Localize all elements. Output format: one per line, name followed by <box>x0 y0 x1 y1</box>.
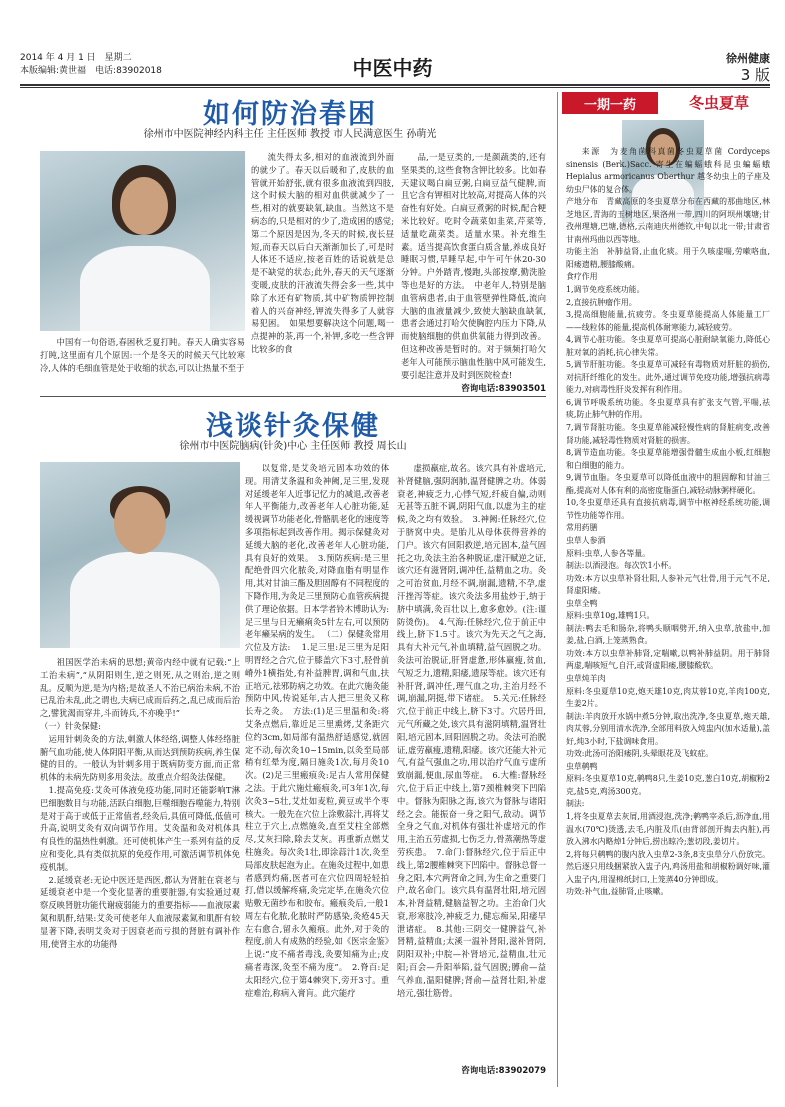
article2-byline: 徐州市中医院脑病(针灸)中心 主任医师 教授 周长山 <box>179 441 407 452</box>
article2-col3-text: 虚损羸症,故名。该穴具有补虚培元,补肾健脑,强阴润肺,温肾健脾之功。体弱衰老,神疲乏力,心悸气短,纤疲自偏,动则无甚等五脏不调,阴阳气血,以虚为主的症候,灸之均有效验。 3.神阙:任脉经穴,位于脐窝中央。是胎儿从母体获得营养的门户。该穴有回阳救逆,培元固本,益气固托之功,灸法主治各种脱证,虚汗赋逆之证,该穴还有滋肾阴,调冲任,益精血之功。灸之可治贫血,月经不调,崩漏,遗精,不孕,虚汗挫泻等症。该穴灸法多用盐炒于,纳于脐中填满,灸百壮以上,愈多愈妙。(注:谨防烫伤)。 4.气海:任脉经穴,位于前正中线上,脐下1.5寸。该穴为先天之气之海,具有大补元气,补血填精,益气固脱之功。灸法可治脱证,肝肾虚惫,形体羸瘦,贫血,气短乏力,遗精,阳痿,遗尿等症。该穴还有补肝肾,调冲任,理气血之功,主治月经不调,崩漏,阴挺,带下诸症。 5.关元:任脉经穴,位于前正中线上,脐下3寸。穴居丹田,元气所藏之处,该穴具有滋阴填精,温肾壮阳,培元固本,回阳固脱之功。灸法可治脱证,虚劳羸瘦,遗精,阳痿。该穴还能大补元气,有益气强血之功,用以治疗气血亏虚所致崩漏,便血,尿血等症。 6.大椎:督脉经穴,位于后正中线上,第7颈椎棘突下凹陷中。督脉为阳脉之海,该穴为督脉与诸阳经之会。能振奋一身之阳气,敌动。调节全身之气血,对机体有强壮补虚培元的作用,主治五劳虚损,七伤乏力,骨蒸潮热等虚劳疾患。 7.命门:督脉经穴,位于后正中线上,第2腰椎棘突下凹陷中。督脉总督一身之阳,本穴两肾命之间,为生命之重要门户,故名命门。该穴具有温肾壮阳,培元固本,补肾益精,健脑益智之功。主治命门火衰,形寒肢冷,神疲乏力,健忘痴呆,阳痿早泄诸症。 8.其他:三阴交一健脾益气,补肾精,益精血;太溪一温补肾阳,滋补肾阴,阴阳双补;中脘—补肾培元,益精血,壮元阳;百会—升阳举陷,益气固脱;膊俞—益气养血,温阳健脾;肾俞—益肾壮阳,补虚培元,强壮筋骨。 <box>397 463 546 998</box>
article2-column-1 <box>40 656 240 1076</box>
article1-col2-text: 流失得太多,相对的血液流到外面的就少了。春天以后暖和了,皮肤的血管就开始舒张,就有很多血液流到四肢,这个时候大脑的相对血供就减少了一些,相对的就要缺氧,缺血。当然这不是病态的,只是相对的少了,造成困的感觉;第二个原因是因为,冬天的时候,夜长昼短,而春天以后白天渐渐加长了,可是时人体还不适应,按老百姓的话说就是总是不缺觉的状态;此外,春天的天气逐渐变暖,皮肤的汗液流失得会多一些,其中除了水还有矿物质,其中矿物质钾控制着人的兴奋神经,钾流失得多了人就容易犯困。 如果想要解决这个问题,喝一点提神的茶,再一个,补钾,多吃一些含钾比较多的食 <box>251 152 394 354</box>
article1-col3-text: 品,一是豆类的,一是颜蔬类的,还有坚果类的,这些食物含钾比较多。比如春天建议喝白扁豆粥,白扁豆益气健脾,而且它含有钾相对比较高,对提高人体的兴奋性有好处。白扁豆煮粥的时候,配合粳米比较好。吃时令蔬菜如韭菜,芹菜等,适量吃蔬菜类。适量水果。补充维生素。适当提高饮食蛋白质含量,养成良好睡眠习惯,早睡早起,中午可午休20-30分钟。户外踏青,慢跑,头部按摩,勤洗脸等也是好的方法。 中老年人,特别是脑血管病患者,由于血管壁弹性降低,流向大脑的血液量减少,致使大脑缺血缺氧,患者会通过打哈欠使胸腔内压力下降,从而使脑细胞的供血供氧能力得到改善。但这种改善是暂时的。对于频频打哈欠老年人可能预示脑血性脑中风可能发生,要引起注意并及时到医院检查! <box>401 152 546 380</box>
article2-column-3 <box>397 462 546 1060</box>
sidebar-body <box>566 146 770 1081</box>
article1-column-3 <box>401 151 546 381</box>
sidebar-banner: 一期一药 <box>583 98 636 113</box>
sidebar-title: 冬虫夏草 <box>688 94 749 112</box>
header-editor: 本版编辑:黄世福 电话:83902018 <box>20 66 162 76</box>
article1-byline: 徐州市中医院神经内科主任 主任医师 教授 市人民满意医生 孙萌光 <box>143 129 437 140</box>
article1-col1-text: 中国有一句俗语,春困秋乏夏打盹。春天人确实容易打盹,这里面有几个原因:一个是冬天的时候天气比较寒冷,人体的毛细血管是处于收缩的状态,可以让热量不至于 <box>40 337 245 373</box>
article2-author-photo <box>40 462 240 648</box>
article-separator <box>40 396 546 397</box>
sidebar-text: 来源 为麦角菌科真菌冬虫夏草菌 Cordyceps sinensis (Berk.)Sacc. 寄生在蝙蝠蛾科昆虫蝙蝠蛾 Hepialus armoricanus Oberthur 越冬幼虫上的子座及幼虫尸体的复合体。 产地分布 青藏高原的冬虫夏草分布在西藏的那曲地区,林芝地区,青海的玉树地区,果洛州一带,四川的阿坝州壤塘;甘孜州理塘,巴塘,德格,云南迪庆州德钦,中甸以北一带;甘肃省甘南州玛曲以西等地。 功能主治 补肺益肾,止血化痰。用于久咳虚喘,劳嗽咯血,阳痿遗精,腰膝酸痛。 食疗作用 1,调节免疫系统功能。 2,直接抗肿瘤作用。 3,提高细胞能量,抗疲劳。冬虫夏草能提高人体能量工厂——线粒体的能量,提高机体耐寒能力,减轻疲劳。 4,调节心脏功能。冬虫夏草可提高心脏耐缺氧能力,降低心脏对氧的消耗,抗心律失常。 5,调节肝脏功能。冬虫夏草可减轻有毒物质对肝脏的损伤,对抗肝纤维化的发生。此外,通过调节免疫功能,增强抗病毒能力,对病毒性肝炎发挥有利作用。 6,调节呼吸系统功能。冬虫夏草具有扩张支气管,平喘,祛痰,防止肺气肿的作用。 7,调节肾脏功能。冬虫夏草能减轻慢性病的肾脏病变,改善肾功能,减轻毒性物质对肾脏的损害。 8,调节造血功能。冬虫夏草能增强骨髓生成血小板,红细胞和白细胞的能力。 9,调节血脂。冬虫夏草可以降低血液中的胆固醇和甘油三酯,提高对人体有利的高密度脂蛋白,减轻动脉粥样硬化。 10,冬虫夏草还具有直接抗病毒,调节中枢神经系统功能,调节性功能等作用。 常用药膳 虫草人参酒 原料:虫草,人参各等量。 制法:以酒浸泡。每次饮1小杯。 功效:本方以虫草补肾壮阳,人参补元气壮骨,用于元气不足,肾虚阳痿。 虫草全鸭 原料:虫草10g,雄鸭1只。 制法:鸭去毛和肠杂,将鸭头顺咽劈开,纳入虫草,放盐中,加姜,盐,白酒,上笼蒸熟食。 功效:本方以虫草补肺肾,定喘嗽,以鸭补肺益阴。用于肺肾两虚,喘咳短气,自汗,或肾虚阳痿,腰膝酸软。 虫草炖羊肉 原料:冬虫夏草10克,炮天雄10克,肉苁蓉10克,羊肉100克,生姜2片。 制法:羊肉放开水锅中煮5分钟,取出洗净,冬虫夏草,炮天雄,肉苁蓉,分别用清水洗净,全部用料放入炖盅内(加水适量),盖好,炖3小时,下盐调味食用。 功效:此汤可治阳痿阴,头晕眼花及飞蚊症。 虫草鹌鸭 原料:冬虫夏草10克,鹌鸭8只,生姜10克,葱白10克,胡椒粉2克,盐5克,鸡汤300克。 制法: 1,将冬虫夏草去灰屑,用酒浸泡,洗净;鹌鸭宰杀后,沥净血,用温水(70℃)烫透,去毛,内脏及爪(由背部剖开掏去内脏),再放入沸水内略焯1分钟后,捞出晾冷;葱切段,姜切片。 2,将每只鹌鸭的腹内放入虫草2-3条,8支虫草分八份放完。然后逐只用线捆紧放入盅子内,鸡汤用盐和胡椒粉调好味,灌入盅子内,用湿棉纸封口,上笼蒸40分钟即成。 功效:补气血,益肺肾,止咳嗽。 <box>566 147 770 897</box>
header-rule-thin <box>20 87 770 88</box>
article2-title: 浅谈针灸保健 <box>206 411 380 442</box>
article2-column-2 <box>245 462 389 1076</box>
article1-author-photo <box>40 151 245 331</box>
header-rule <box>20 84 770 86</box>
article2-phone: 咨询电话:83902079 <box>461 1066 546 1076</box>
newspaper-name: 徐州健康 <box>726 52 770 65</box>
article1-title: 如何防治春困 <box>203 99 377 130</box>
article2-col2-text: 以复常,是艾灸培元固本功效的体现。用清艾条温和灸神阙,足三里,发现对延缓老年人近事记忆力的减退,改善老年人平衡能力,改善老年人心脏功能,延缓视调节功能老化,骨骼肌老化的速度等多项指标起到改善作用。揭示保健灸对延缓大脑的老化,改善老年人心脏功能,具有良好的效果。 3.预防疾病:是三里配绝骨四穴化脓灸,对降血脂有明显作用,其对甘油三酯及胆固醇有不同程度的下降作用,为灸足三里预防心血管疾病提供了理论依据。日本学者铃木博助认为:足三里与日无癞痢灸5针左右,可以预防老年癞呆病的发生。 （二）保健灸常用穴位及方法: 1.足三里:足三里为足阳明胃经之合穴,位于膝盖穴下3寸,胫骨前嵴外1横指处,有补益脾胃,调和气血,扶正培元,祛邪防病之功效。在此穴施灸能预防中风,传说延年,古人把三里灸又称长寿之灸。 方法:(1)足三里温和灸:将艾条点燃后,靠近足三里熏烤,艾条距穴位约3cm,如局部有温热舒适感觉,就固定不动,每次灸10~15min,以灸至局部稍有红晕为度,隔日施灸1次,每月灸10次。(2)足三里瘢痕灸:足古人常用保健之法。于此穴施灶瘢痕灸,可3年1次,每次灸3~5壮,艾灶如麦粒,黄豆或半个枣核大。一般先在穴位上涂敷蒜汁,再将艾柱立于穴上,点燃施灸,直至艾柱全部燃尽,艾灰扫除,除去艾灰。再重新点燃艾柱施灸。每次灸1壮,即涂蒜汁1次,灸至局部皮肤起泡为止。在施灸过程中,如患者感到灼痛,医者可在穴位四周轻轻拍打,借以缓解疼痛,灸完定毕,在施灸穴位贴敷无菌纱布和胶布。瘢痕灸后,一般1周左右化脓,化脓时严防感染,灸疮45天左右愈合,留永久瘢痕。此外,对于灸的程度,前人有成熟的经验,如《医宗金鉴》上说:“皮不痛者毒浅,灸要知痛为止;皮痛者毒深,灸至不痛为度”。 2.脊百:足太阳经穴,位于第4棘突下,旁开3寸。重症难治,称病入膏肓。此穴能疗 <box>245 463 389 998</box>
edition-number: 3 版 <box>740 66 770 84</box>
header-date-editor <box>20 52 162 78</box>
section-title: 中医中药 <box>352 56 433 80</box>
column-divider <box>557 92 558 1087</box>
article1-phone: 咨询电话:83903501 <box>461 384 546 394</box>
article2-col1-text: 祖国医学治未病的思想;黄帝内经中就有记载:“上工治未病”,“从阴阳则生,逆之则死,从之则治,逆之则乱。反顺为逆,是为内格;是故圣人不治已病治未病,不治已乱治未乱,此之谓也,夫病已成而后药之,乱已成而后治之,譬犹渴而穿井,斗而铸兵,不亦晚乎!” （一）针灸保健: 运用针刺灸灸的方法,刺激人体经络,调整人体经络脏腑气血功能,使人体阴阳平衡,从而达到预防疾病,养生保健的目的。一般认为针刺多用于既病防变方面,而正常机体的未病先防则多用灸法。故重点介绍灸法保健。 1.提高免疫:艾灸可体液免疫功能,同时还能影响T淋巴细胞数目与功能,活跃白细胞,巨噬细胞吞噬能力,特别是对于高于或低于正常值者,经灸后,具值可降低,低值可升高,说明艾灸有双向调节作用。艾灸温和灸对机体具有良性的温热性刺激。还可使机体产生一系列有益的反应和变化,具有类似抗原的免疫作用,可激活调节机体免疫机制。 2.延缓衰老:无论中医还是西医,都认为肾脏在衰老与延缓衰老中是一个变化显著的重要脏器,有实验通过观察反映肾脏功能代谢疲弱能力的重要指标——血液尿素氮和肌酐,结果:艾灸可使老年人血液尿素氮和肌酐有较显著下降,表明艾灸对于因衰老而亏损的肾脏有调补作用,使肾主水的功能得 <box>40 657 240 949</box>
header-date: 2014 年 4 月 1 日 星期二 <box>20 53 132 63</box>
